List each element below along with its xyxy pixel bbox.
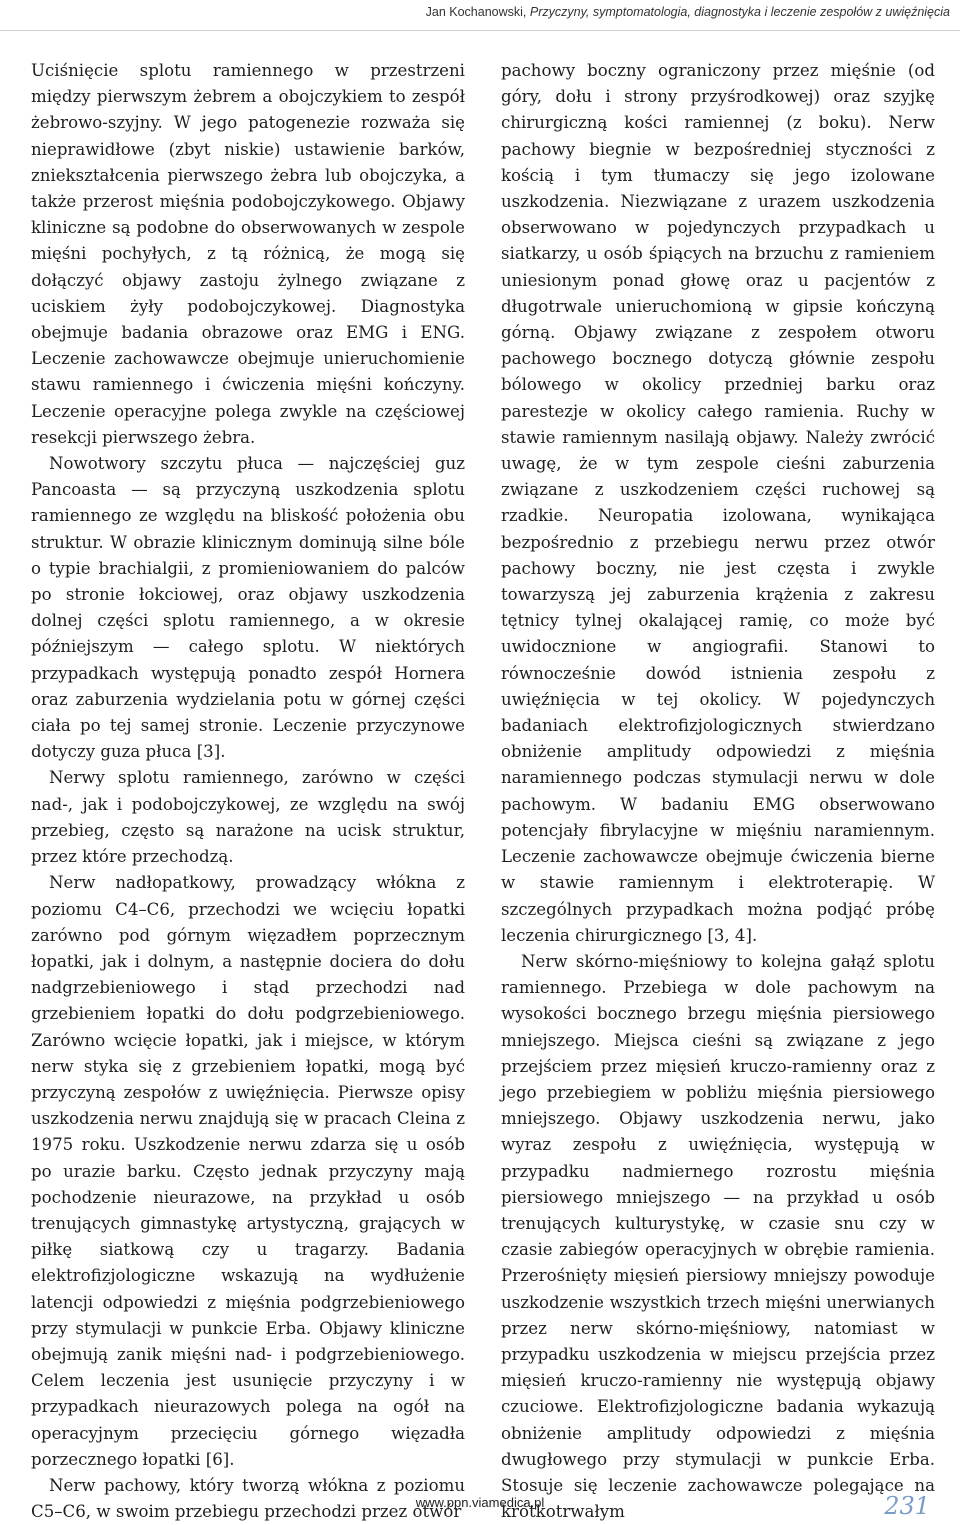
left-column: [31, 58, 465, 1525]
paragraph: Nerw skórno-mięśniowy to kolejna gałąź splotu ramiennego. Przebiega w dole pachowym na wysokości bocznego brzegu mięśnia piersiowego mniejszego. Miejsca cieśni są związane z jego przejściem przez mięsień kruczo-ramienny oraz z jego przebiegiem w pobliżu mięśnia piersiowego mniejszego. Objawy uszkodzenia nerwu, jako wyraz zespołu z uwięźnięcia, występują w przypadku nadmiernego rozrostu mięśnia piersiowego mniejszego — na przykład u osób trenujących kulturystykę, w czasie snu czy w czasie zabiegów operacyjnych w obrębie ramienia. Przerośnięty mięsień piersiowy mniejszy powoduje uszkodzenie wszystkich trzech mięśni unerwianych przez nerw skórno-mięśniowy, natomiast w przypadku uszkodzenia w miejscu przejścia przez mięsień kruczo-ramienny nie występują objawy czuciowe. Elektrofizjologiczne badania wykazują obniżenie amplitudy odpowiedzi z mięśnia dwugłowego przy stymulacji w punkcie Erba. Stosuje się leczenie zachowawcze polegające na krótkotrwałym: [501, 951, 935, 1522]
header-author: Jan Kochanowski,: [425, 5, 527, 19]
paragraph: Nerw pachowy, który tworzą włókna z poziomu C5–C6, w swoim przebiegu przechodzi przez otwór: [31, 1475, 465, 1522]
footer-url: www.ppn.viamedica.pl: [415, 1495, 545, 1510]
paragraph: pachowy boczny ograniczony przez mięśnie (od góry, dołu i strony przyśrodkowej) oraz szyjkę chirurgiczną kości ramiennej (z boku). Nerw pachowy biegnie w bezpośredniej styczności z kością i tym tłumaczy się jego izolowane uszkodzenia. Niezwiązane z urazem uszkodzenia obserwowano w pojedynczych przypadkach u siatkarzy, u osób śpiących na brzuchu z ramieniem uniesionym ponad głowę oraz u pacjentów z długotrwale unieruchomioną w gipsie kończyną górną. Objawy związane z zespołem otworu pachowego bocznego dotyczą głównie zespołu bólowego w okolicy przedniej barku oraz parestezje w okolicy całego ramienia. Ruchy w stawie ramiennym nasilają objawy. Należy zwrócić uwagę, że w tym zespole cieśni zaburzenia związane z uszkodzeniem części ruchowej są rzadkie. Neuropatia izolowana, wynikająca bezpośrednio z przebiegu nerwu przez otwór pachowy boczny, nie jest częsta i zwykle towarzyszą jej zaburzenia krążenia z zakresu tętnicy tylnej okalającej ramię, co może być uwidocznione w angiografii. Stanowi to równocześnie dowód istnienia zespołu z uwięźnięcia w tej okolicy. W pojedynczych badaniach elektrofizjologicznych stwierdzano obniżenie amplitudy odpowiedzi z mięśnia naramiennego podczas stymulacji nerwu w dole pachowym. W badaniu EMG obserwowano potencjały fibrylacyjne w mięśniu naramiennym. Leczenie zachowawcze obejmuje ćwiczenia bierne w stawie ramiennym i elektroterapię. W szczególnych przypadkach można podjąć próbę leczenia chirurgicznego [3, 4].: [501, 61, 935, 945]
right-column: [501, 58, 935, 1525]
running-header: [50, 5, 950, 19]
paragraph: Uciśnięcie splotu ramiennego w przestrzeni między pierwszym żebrem a obojczykiem to zespół żebrowo-szyjny. W jego patogenezie rozważa się nieprawidłowe (zbyt niskie) ustawienie barków, zniekształcenia pierwszego żebra lub obojczyka, a także przerost mięśnia podobojczykowego. Objawy kliniczne są podobne do obserwowanych w zespole mięśni pochyłych, z tą różnicą, że mogą się dołączyć objawy zastoju żylnego związane z uciskiem żyły podobojczykowej. Diagnostyka obejmuje badania obrazowe oraz EMG i ENG. Leczenie zachowawcze obejmuje unieruchomienie stawu ramiennego i ćwiczenia mięśni kończyny. Leczenie operacyjne polega zwykle na częściowej resekcji pierwszego żebra.: [31, 61, 465, 447]
paragraph: Nowotwory szczytu płuca — najczęściej guz Pancoasta — są przyczyną uszkodzenia splotu ramiennego ze względu na bliskość położenia obu struktur. W obrazie klinicznym dominują silne bóle o typie brachialgii, z promieniowaniem do palców po stronie łokciowej, oraz objawy uszkodzenia dolnej części splotu ramiennego, a w okresie późniejszym — całego splotu. W niektórych przypadkach występują ponadto zespół Hornera oraz zaburzenia wydzielania potu w górnej części ciała po tej samej stronie. Leczenie przyczynowe dotyczy guza płuca [3].: [31, 454, 465, 762]
paragraph: Nerwy splotu ramiennego, zarówno w części nad-, jak i podobojczykowej, ze względu na swój przebieg, często są narażone na ucisk struktur, przez które przechodzą.: [31, 768, 465, 867]
page-number: 231: [884, 1492, 930, 1520]
header-divider: [0, 30, 960, 31]
paragraph: Nerw nadłopatkowy, prowadzący włókna z poziomu C4–C6, przechodzi we wcięciu łopatki zarówno pod górnym więzadłem poprzecznym łopatki, jak i dolnym, a następnie dociera do dołu nadgrzebieniowego i stąd przechodzi nad grzebieniem łopatki do dołu podgrzebieniowego. Zarówno wcięcie łopatki, jak i miejsce, w którym nerw styka się z grzebieniem łopatki, mogą być przyczyną zespołów z uwięźnięcia. Pierwsze opisy uszkodzenia nerwu znajdują się w pracach Cleina z 1975 roku. Uszkodzenie nerwu zdarza się u osób po urazie barku. Często jednak przyczyny mają pochodzenie nieurazowe, na przykład u osób trenujących gimnastykę artystyczną, grających w piłkę siatkową czy u tragarzy. Badania elektrofizjologiczne wskazują na wydłużenie latencji odpowiedzi z mięśnia podgrzebieniowego przy stymulacji w punkcie Erba. Objawy kliniczne obejmują zanik mięśni nad- i podgrzebieniowego. Celem leczenia jest usunięcie przyczyny i w przypadkach nieurazowych polega na ogół na operacyjnym przecięciu górnego więzadła porzecznego łopatki [6].: [31, 873, 465, 1469]
header-title: Przyczyny, symptomatologia, diagnostyka i leczenie zespołów z uwięźnięcia: [529, 5, 950, 19]
